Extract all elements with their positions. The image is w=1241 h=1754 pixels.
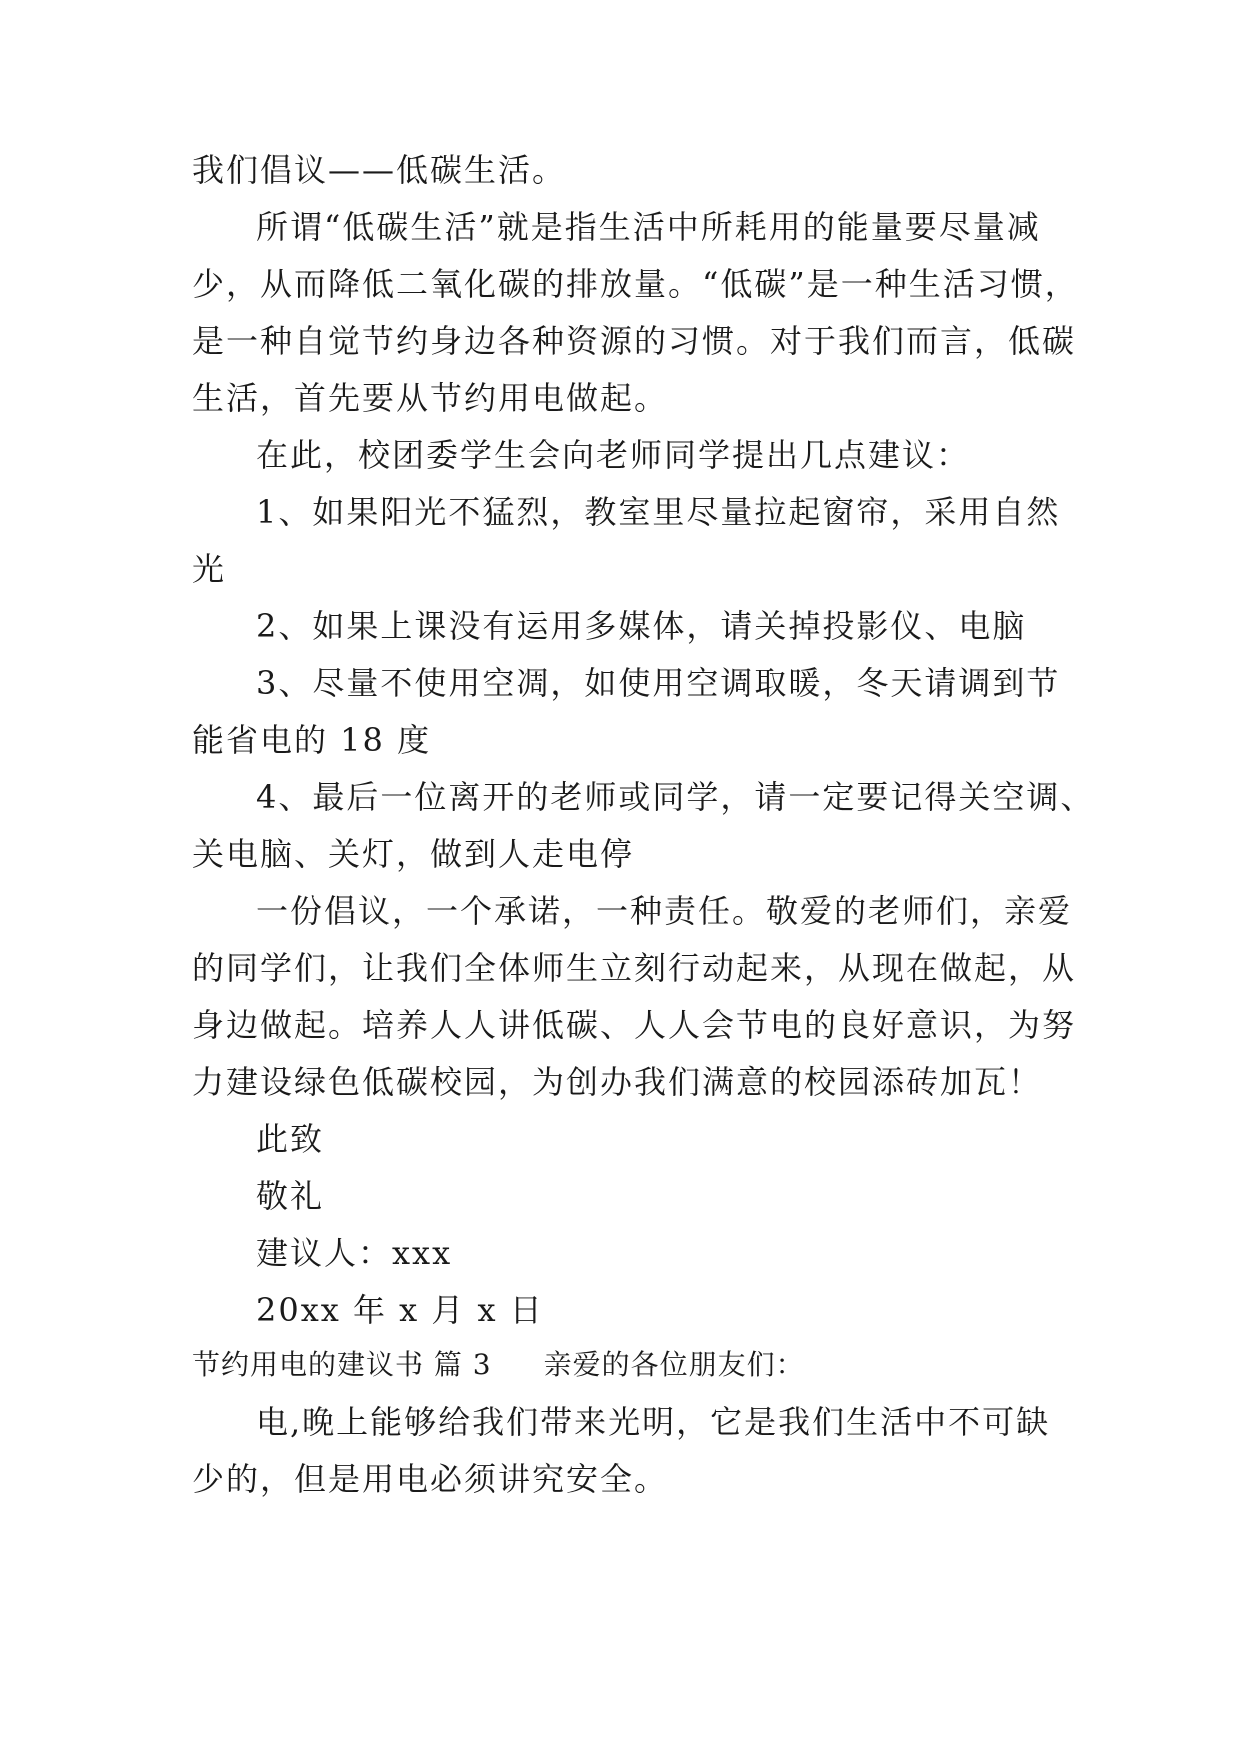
- date-line: 20xx 年 x 月 x 日: [256, 1291, 544, 1329]
- paragraph-line: 少，从而降低二氧化碳的排放量。“低碳”是一种生活习惯，: [192, 265, 1079, 303]
- paragraph-line: 我们倡议——低碳生活。: [192, 151, 567, 189]
- list-item-continuation: 光: [192, 550, 227, 588]
- greeting: 亲爱的各位朋友们：: [543, 1348, 805, 1381]
- section-title: 节约用电的建议书 篇 3: [192, 1348, 492, 1381]
- closing-line: 敬礼: [256, 1177, 325, 1215]
- list-item-continuation: 关电脑、关灯，做到人走电停: [192, 835, 635, 873]
- section-heading-row: [192, 1345, 805, 1385]
- paragraph-line: 身边做起。培养人人讲低碳、人人会节电的良好意识，为努: [192, 1006, 1077, 1044]
- list-item: 1、如果阳光不猛烈，教室里尽量拉起窗帘，采用自然: [256, 493, 1061, 531]
- paragraph-line: 力建设绿色低碳校园，为创办我们满意的校园添砖加瓦！: [192, 1063, 1043, 1101]
- paragraph-line: 在此，校团委学生会向老师同学提出几点建议：: [256, 436, 971, 474]
- paragraph-line: 是一种自觉节约身边各种资源的习惯。对于我们而言，低碳: [192, 322, 1077, 360]
- paragraph-line: 一份倡议，一个承诺，一种责任。敬爱的老师们，亲爱: [256, 892, 1073, 930]
- paragraph-line: 电,晚上能够给我们带来光明，它是我们生活中不可缺: [256, 1403, 1051, 1441]
- paragraph-line: 少的，但是用电必须讲究安全。: [192, 1460, 669, 1498]
- signature-line: 建议人：xxx: [256, 1234, 453, 1272]
- paragraph-line: 所谓“低碳生活”就是指生活中所耗用的能量要尽量减: [256, 208, 1041, 246]
- closing-line: 此致: [256, 1120, 325, 1158]
- list-item: 3、尽量不使用空凋，如使用空调取暖，冬天请调到节: [256, 664, 1061, 702]
- paragraph-line: 的同学们，让我们全体师生立刻行动起来，从现在做起，从: [192, 949, 1077, 987]
- list-item-continuation: 能省电的 18 度: [192, 721, 432, 759]
- paragraph-line: 生活，首先要从节约用电做起。: [192, 379, 669, 417]
- list-item: 2、如果上课没有运用多媒体，请关掉投影仪、电脑: [256, 607, 1027, 645]
- list-item: 4、最后一位离开的老师或同学，请一定要记得关空调、: [256, 778, 1095, 816]
